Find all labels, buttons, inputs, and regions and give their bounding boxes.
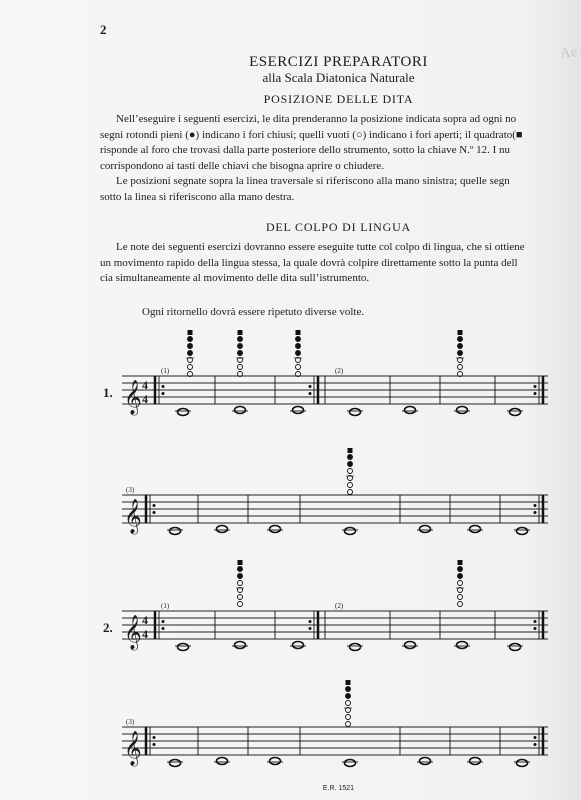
finger-hole — [238, 351, 243, 356]
treble-clef: 𝄞 — [124, 616, 142, 649]
finger-hole — [458, 581, 463, 586]
repeat-dot — [153, 736, 156, 739]
thumb-hole — [458, 560, 463, 565]
finger-hole — [458, 344, 463, 349]
section-mark: (1) — [161, 602, 170, 610]
finger-hole — [458, 365, 463, 370]
whole-note — [293, 407, 304, 414]
treble-clef: 𝄞 — [124, 500, 142, 533]
whole-note — [510, 644, 521, 651]
finger-hole — [348, 462, 353, 467]
whole-note — [345, 528, 356, 535]
finger-hole — [458, 351, 463, 356]
repeat-dot — [309, 627, 312, 630]
repeat-dot — [534, 736, 537, 739]
whole-note — [405, 642, 416, 649]
publisher-footer: E.R. 1521 — [322, 785, 355, 792]
whole-note — [405, 407, 416, 414]
whole-note — [470, 758, 481, 765]
section-mark: (3) — [126, 718, 135, 726]
whole-note — [235, 407, 246, 414]
repeat-dot — [162, 392, 165, 395]
thumb-hole — [238, 560, 243, 565]
whole-note — [470, 526, 481, 533]
page-subtitle: alla Scala Diatonica Naturale — [262, 70, 415, 85]
text-line: Nell’eseguire i seguenti esercizi, le dita prenderanno la posizione indicata sopra ad ogni no — [116, 113, 517, 125]
repeat-dot — [534, 392, 537, 395]
finger-hole — [238, 602, 243, 607]
finger-hole — [188, 365, 193, 370]
whole-note — [350, 409, 361, 416]
finger-hole — [296, 365, 301, 370]
repeat-dot — [153, 504, 156, 507]
whole-note — [345, 760, 356, 767]
finger-hole — [188, 337, 193, 342]
whole-note — [170, 528, 181, 535]
whole-note — [270, 526, 281, 533]
whole-note — [270, 758, 281, 765]
text-line: segni rotondi pieni (●) indicano i fori chiusi; quelli vuoti (○) indicano i fori aperti; il quadrato(■ — [100, 128, 523, 141]
finger-hole — [188, 351, 193, 356]
whole-note — [178, 644, 189, 651]
repeat-dot — [534, 385, 537, 388]
whole-note — [517, 528, 528, 535]
finger-hole — [348, 455, 353, 460]
meter-top: 4 — [142, 613, 148, 627]
repeat-dot — [162, 385, 165, 388]
repeat-dot — [534, 620, 537, 623]
whole-note — [217, 758, 228, 765]
treble-clef: 𝄞 — [124, 732, 142, 765]
finger-hole — [238, 337, 243, 342]
meter-bottom: 4 — [142, 392, 148, 406]
repeat-dot — [162, 627, 165, 630]
finger-hole — [348, 490, 353, 495]
meter-bottom: 4 — [142, 627, 148, 641]
repeat-dot — [534, 743, 537, 746]
section-mark: (2) — [335, 602, 344, 610]
finger-hole — [346, 701, 351, 706]
whole-note — [293, 642, 304, 649]
text-line: Le posizioni segnate sopra la linea traversale si riferiscono alla mano sinistra; quelle segn — [116, 175, 510, 187]
whole-note — [217, 526, 228, 533]
repeat-dot — [309, 620, 312, 623]
repeat-dot — [534, 627, 537, 630]
thumb-hole — [238, 330, 243, 335]
finger-hole — [346, 715, 351, 720]
finger-hole — [346, 722, 351, 727]
repeat-dot — [162, 620, 165, 623]
text-line: sotto la linea si riferiscono alla mano destra. — [100, 190, 295, 203]
repeat-dot — [153, 511, 156, 514]
finger-hole — [238, 574, 243, 579]
bleed-through-text: Ae — [559, 44, 579, 62]
repeat-dot — [534, 511, 537, 514]
repeat-dot — [153, 743, 156, 746]
finger-hole — [296, 344, 301, 349]
text-line: Le note dei seguenti esercizi dovranno essere eseguite tutte col colpo di lingua, che si ottiene — [116, 241, 525, 253]
repeat-dot — [309, 392, 312, 395]
text-line: risponde al foro che trovasi dalla parte posteriore dello strumento, sotto la chiave N.º 12. I nu — [100, 144, 510, 156]
thumb-hole — [296, 330, 301, 335]
finger-hole — [238, 595, 243, 600]
treble-clef: 𝄞 — [124, 381, 142, 414]
page-title: ESERCIZI PREPARATORI — [249, 54, 428, 70]
text-line: cia simultaneamente al movimento delle dita sull’istrumento. — [100, 272, 370, 284]
finger-hole — [238, 581, 243, 586]
section-mark: (2) — [335, 367, 344, 375]
section-mark: (3) — [126, 486, 135, 494]
whole-note — [517, 760, 528, 767]
repeat-dot — [534, 504, 537, 507]
finger-hole — [238, 344, 243, 349]
finger-hole — [238, 365, 243, 370]
whole-note — [420, 526, 431, 533]
repeat-dot — [309, 385, 312, 388]
heading-tonguing: DEL COLPO DI LINGUA — [265, 220, 412, 234]
exercise-number: 1. — [103, 385, 113, 400]
repeat-note: Ogni ritornello dovrà essere ripetuto diverse volte. — [142, 306, 365, 318]
finger-hole — [296, 337, 301, 342]
finger-hole — [458, 574, 463, 579]
thumb-hole — [188, 330, 193, 335]
section-mark: (1) — [161, 367, 170, 375]
finger-hole — [346, 694, 351, 699]
finger-hole — [296, 351, 301, 356]
finger-hole — [458, 567, 463, 572]
whole-note — [350, 644, 361, 651]
thumb-hole — [348, 448, 353, 453]
page-number: 2 — [100, 22, 107, 37]
text-line: un movimento rapido della lingua stessa, la quale dovrà colpire direttamente sotto la punta dell — [100, 256, 518, 269]
whole-note — [420, 758, 431, 765]
finger-hole — [346, 687, 351, 692]
whole-note — [170, 760, 181, 767]
finger-hole — [348, 483, 353, 488]
meter-top: 4 — [142, 378, 148, 392]
finger-hole — [458, 595, 463, 600]
whole-note — [178, 409, 189, 416]
whole-note — [510, 409, 521, 416]
text-line: corrispondono ai tasti delle chiavi che bisogna aprire o chiudere. — [100, 159, 385, 172]
whole-note — [235, 642, 246, 649]
thumb-hole — [458, 330, 463, 335]
exercise-number: 2. — [103, 620, 113, 635]
heading-finger-positions: POSIZIONE DELLE DITA — [263, 92, 414, 106]
finger-hole — [458, 337, 463, 342]
whole-note — [457, 642, 468, 649]
finger-hole — [238, 567, 243, 572]
finger-hole — [188, 344, 193, 349]
whole-note — [457, 407, 468, 414]
thumb-hole — [346, 680, 351, 685]
finger-hole — [458, 602, 463, 607]
finger-hole — [348, 469, 353, 474]
